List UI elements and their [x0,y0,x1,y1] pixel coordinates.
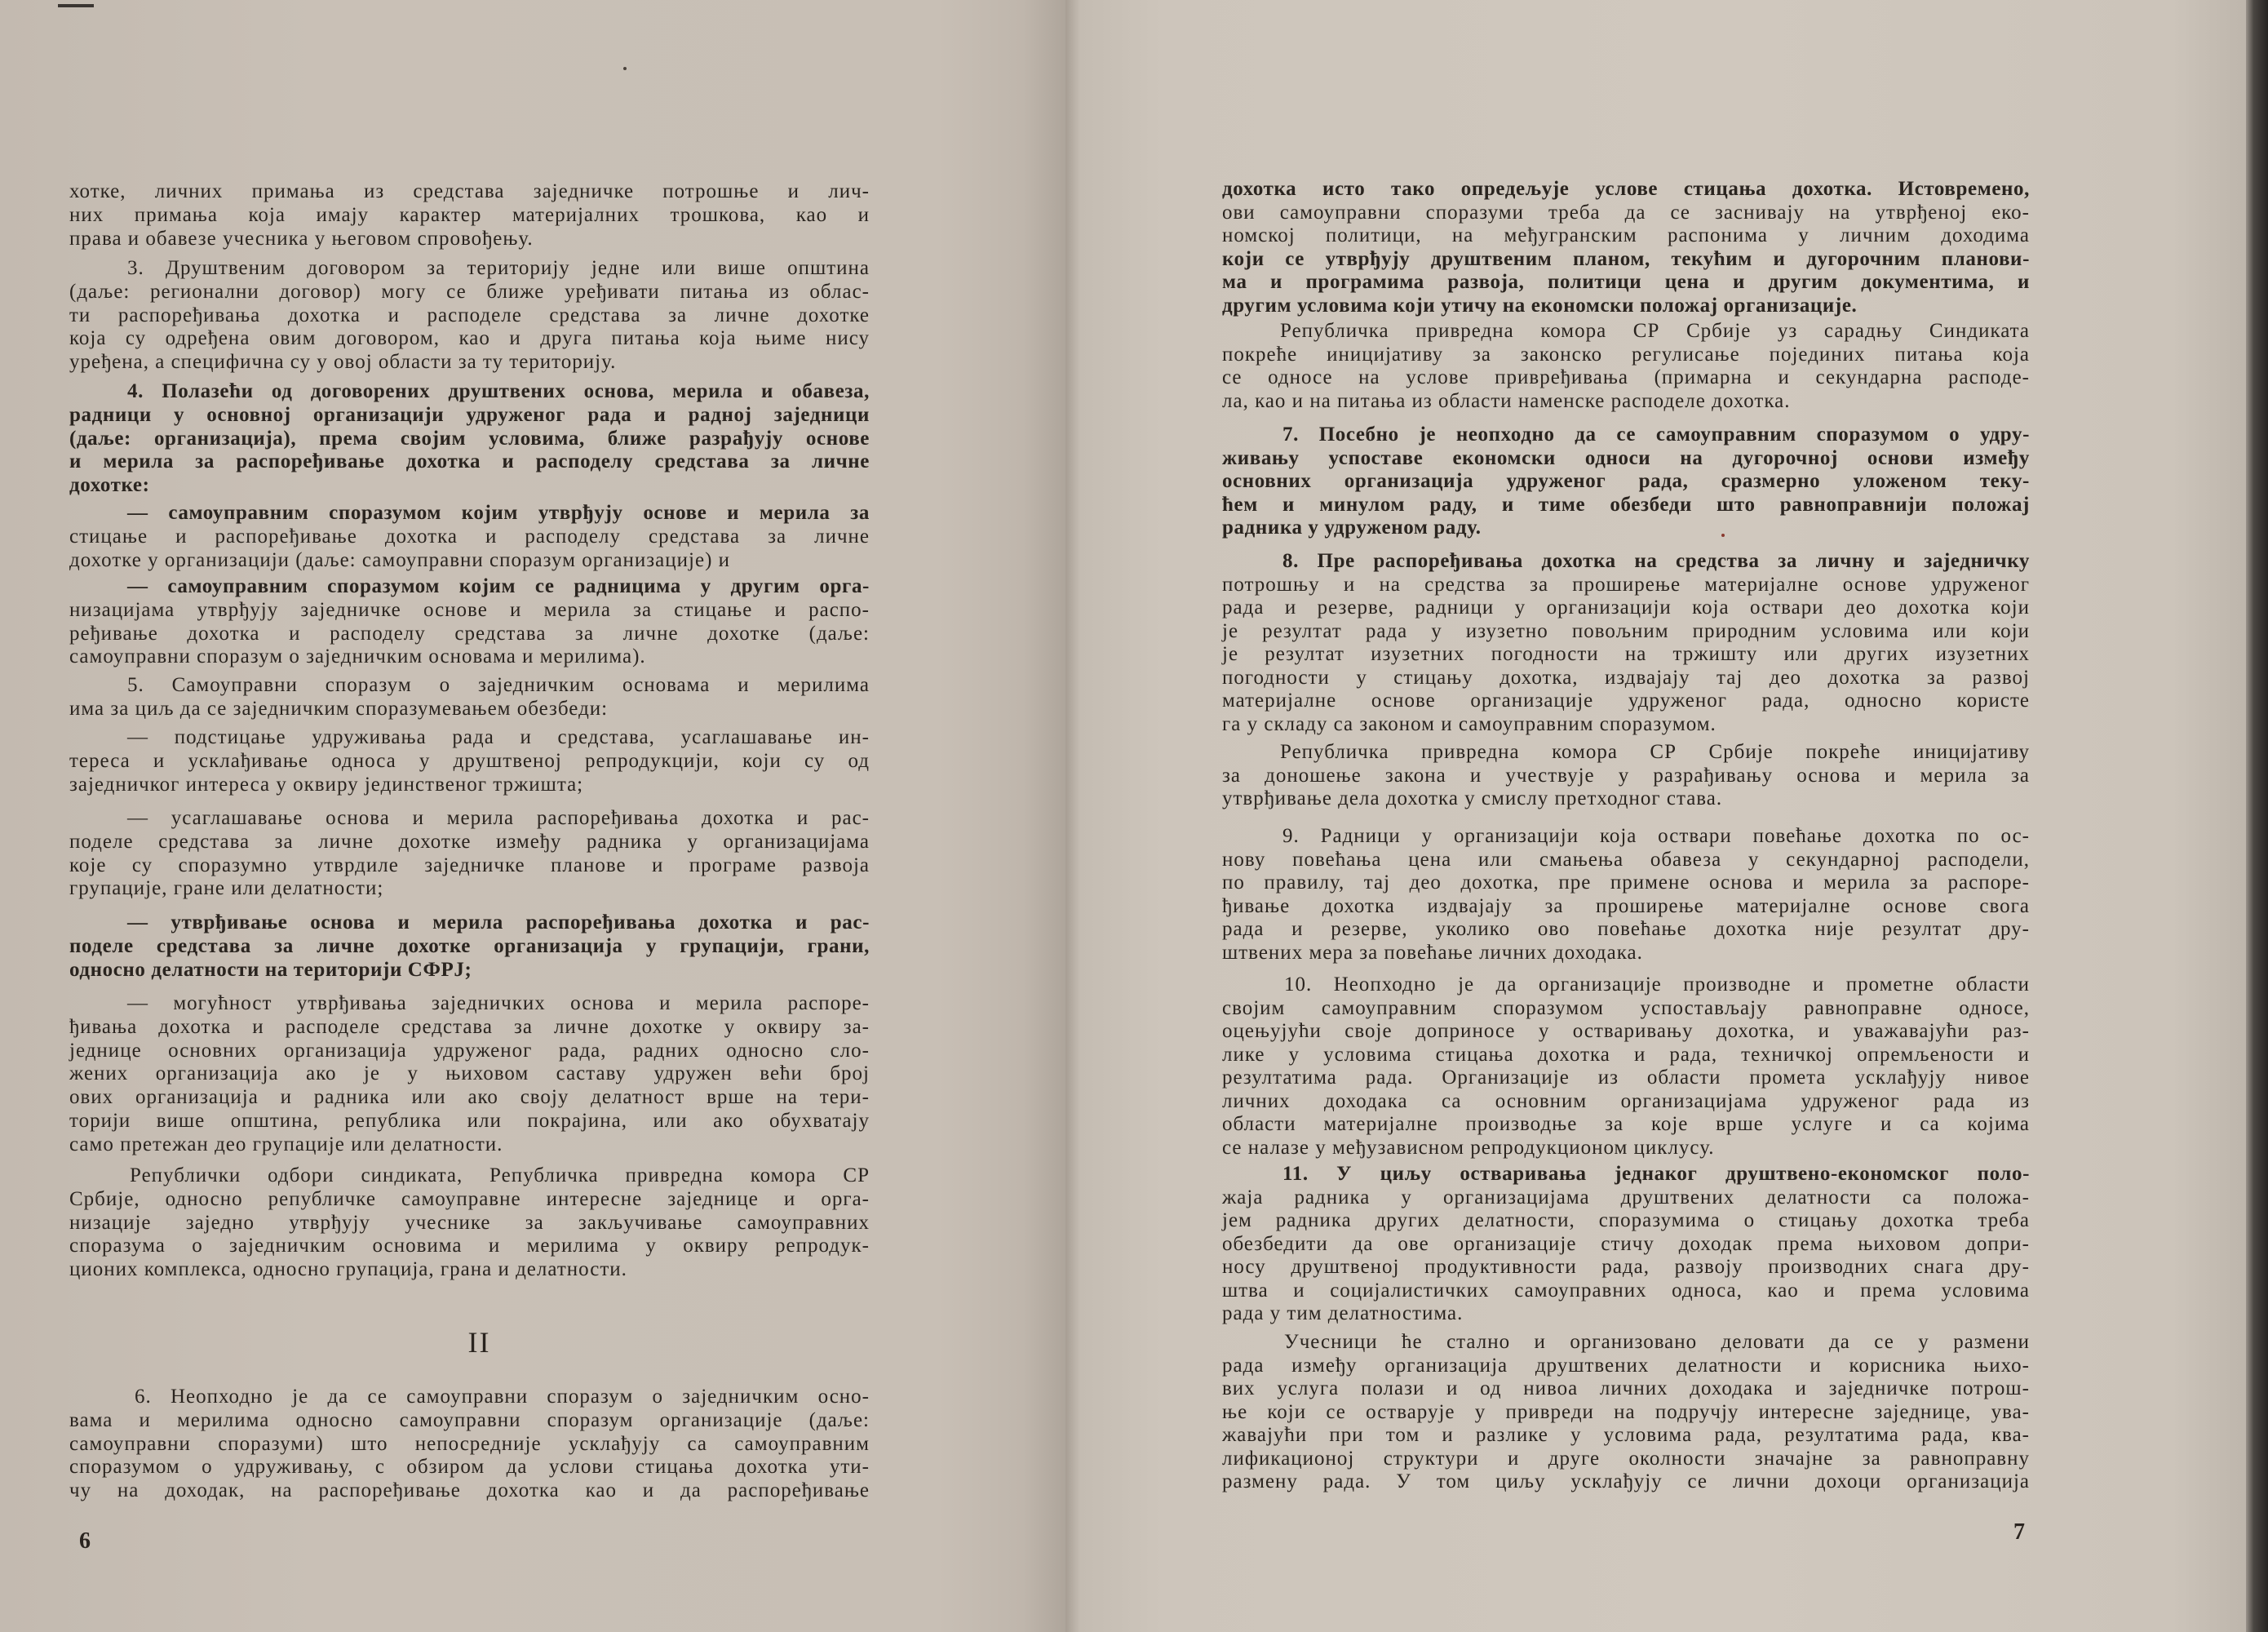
text-line: дохотка исто тако опредељује услове стицања дохотка. Истовремено, [1222,178,2030,200]
text-line: — усаглашавање основа и мерила распоређивања дохотка и рас- [127,807,870,829]
text-line: 5. Самоуправни споразум о заједничким основама и мерилима [127,674,870,696]
text-line: ђивање дохотка издвајају за проширење материјалне основе свога [1222,894,2030,917]
text-line: вих услуга полази и од нивоа личних доходака и заједничке потрош- [1222,1377,2030,1399]
text-line: једнице основних организација удруженог рада, радних односно сло- [69,1039,870,1062]
text-line: живању успоставе економски односи на дугорочној основи између [1222,446,2030,469]
text-line: рада у тим делатностима. [1222,1302,1464,1324]
text-line: потрошњу и на средства за проширење материјалне основе удруженог [1222,573,2030,596]
text-line: који се утврђују друштвеним планом, текућим и дугорочним планови- [1222,247,2030,270]
text-line: се налазе у међузависном репродукционом циклусу. [1222,1136,1715,1159]
text-line: ђивања дохотка и расподеле средстава за личне дохотке у оквиру за- [69,1015,870,1038]
text-line: лификационој структури и друге околности значајне за равноправну [1222,1447,2030,1470]
paragraph [69,674,870,721]
text-line: 3. Друштвеним договором за територију једне или више општина [127,257,870,279]
text-line: погодности у стицању дохотка, издвајају тај део дохотка за развој [1222,666,2030,689]
page-number: 6 [79,1528,91,1554]
text-line: обезбедити да ове организације стичу доходак према њиховом допри- [1222,1232,2030,1255]
text-line: хотке, личних примања из средстава заједничке потрошње и лич- [69,180,870,202]
text-line: Републичка привредна комора СР Србије уз сарадњу Синдиката [1280,320,2030,342]
paragraph [69,575,870,669]
text-line: рада између организација друштвених делатности и корисника њихо- [1222,1354,2030,1377]
text-line: жаја радника у организацијама друштвених делатности са положа- [1222,1186,2030,1208]
text-line: поделе средстава за личне дохотке између радника у организацијама [69,830,870,853]
text-line: низације заједно утврђују учеснике за закључивање самоуправних [69,1211,870,1234]
text-line: својим самоуправним споразумом успостављају равноправне односе, [1222,996,2030,1019]
text-line: ње који се остварује у привреди на подручју интересне заједнице, ува- [1222,1400,2030,1423]
text-line: 10. Неопходно је да организације производне и прометне области [1284,973,2030,996]
text-line: јем радника других делатности, споразумима о стицању дохотка треба [1222,1209,2030,1231]
text-line: размену рада. У том циљу усклађују се лични дохоци организација [1222,1470,2030,1492]
text-line: номској политици, на међугранским распонима у личним доходима [1222,224,2030,246]
text-line: утврђивање дела дохотка у смислу претходног става. [1222,787,1723,809]
text-line: покреће иницијативу за законско регулисање појединих питања која [1222,343,2030,366]
text-line: права и обавезе учесника у његовом спровођењу. [69,227,534,250]
text-line: жавајући при том и разлике у условима рада, резултатима рада, ква- [1222,1424,2030,1446]
text-line: чу на доходак, на распоређивање дохотка као и да распоређивање [69,1479,870,1502]
scan-edge [2246,0,2268,1632]
text-line: области материјалне производње за које врше услуге и са којима [1222,1113,2030,1135]
paragraph [69,502,870,572]
text-line: основних организација удруженог рада, сразмерно уложеном теку- [1222,470,2030,492]
text-line: само претежан део групације или делатности. [69,1133,503,1155]
text-line: ла, као и на питања из области наменске расподеле дохотка. [1222,389,1791,412]
text-line: — могућност утврђивања заједничких основа и мерила распоре- [127,992,870,1014]
text-line: 6. Неопходно је да се самоуправни споразум о заједничким осно- [135,1386,870,1408]
text-line: жених организација ако је у њиховом саставу удружен већи број [69,1062,870,1085]
text-line: Учесници ће стално и организовано деловати да се у размени [1284,1331,2030,1353]
text-line: ти распоређивања дохотка и расподеле средстава за личне дохотке [69,304,870,326]
text-line: има за циљ да се заједничким споразумевањем обезбеди: [69,697,609,720]
text-line: нову повећања цена или смањења обавеза у секундарној расподели, [1222,848,2030,871]
paragraph [69,807,870,901]
text-line: 9. Радници у организацији која оствари повећање дохотка по ос- [1282,825,2030,847]
text-line: ређивање дохотка и расподелу средстава за личне дохотке (даље: [69,622,870,645]
text-line: 8. Пре распоређивања дохотка на средства за личну и заједничку [1282,550,2030,572]
text-line: тереса и усклађивање односа у друштвеној репродукцији, који су од [69,749,870,772]
text-line: уређена, а специфична су у овој области за ту територију. [69,351,617,374]
text-line: споразума о заједничким основима и мерилима у оквиру репродук- [69,1235,870,1257]
text-line: самоуправни споразуми) што непосредније усклађују са самоуправним [69,1432,870,1455]
text-line: га у складу са законом и самоуправним споразумом. [1222,712,1717,735]
text-line: радници у основној организацији удруженог рада и радној заједници [69,403,870,426]
paragraph [1222,973,2030,1160]
paragraph [1222,550,2030,736]
text-line: Републички одбори синдиката, Републичка привредна комора СР [130,1164,870,1186]
text-line: лике у условима стицања дохотка и рада, техничкој опремљености и [1222,1043,2030,1066]
text-line: — подстицање удруживања рада и средстава, усаглашавање ин- [127,726,870,748]
text-line: резултатима рада. Организације из области промета усклађују нивое [1222,1067,2030,1089]
text-line: споразумом о удруживању, с обзиром да услови стицања дохотка ути- [69,1456,870,1479]
text-line: низацијама утврђују заједничке основе и мерила за стицање и распо- [69,598,870,621]
text-line: ови самоуправни споразуми треба да се заснивају на утврђеној еко- [1222,201,2030,224]
paragraph [1222,741,2030,811]
right-page-text [1065,0,2268,1632]
paragraph [69,726,870,796]
text-line: за доношење закона и учествује у разрађивању основа и мерила за [1222,764,2030,787]
paragraph [69,992,870,1157]
text-line: штва и социјалистичких самоуправних односа, као и према условима [1222,1279,2030,1302]
paragraph [69,1386,870,1503]
text-line: дохотке у организацији (даље: самоуправни споразум организације) и [69,548,731,571]
text-line: самоуправни споразум о заједничким основама и мерилима). [69,645,646,668]
text-line: 4. Полазећи од договорених друштвених основа, мерила и обавеза, [127,380,870,402]
text-line: Србије, односно републичке самоуправне интересне заједнице и орга- [69,1187,870,1210]
text-line: ћем и минулом раду, и тиме обезбеди што равноправнији положај [1222,493,2030,516]
text-line: дохотке: [69,474,150,497]
text-line: које су споразумно утврдиле заједничке планове и програме развоја [69,854,870,876]
page-number: 7 [2013,1519,2025,1545]
text-line: стицање и распоређивање дохотка и расподелу средстава за личне [69,525,870,548]
text-line: 7. Посебно је неопходно да се самоуправним споразумом о удру- [1282,424,2030,446]
text-line: личних доходака са основним организацијама удруженог рада из [1222,1089,2030,1112]
text-line: рада и резерве, уколико ово повећање дохотка није резултат дру- [1222,918,2030,940]
paragraph [69,1164,870,1282]
text-line: — утврђивање основа и мерила распоређивања дохотка и рас- [127,911,870,934]
paragraph [1222,424,2030,540]
paragraph [69,380,870,498]
section-heading: II [467,1326,491,1359]
text-line: Републичка привредна комора СР Србије покреће иницијативу [1280,741,2030,763]
text-line: торији више општина, република или покрајина, или ако обухватају [69,1109,870,1132]
text-line: рада и резерве, радници у организацији која оствари део дохотка који [1222,596,2030,619]
text-line: ционих комплекса, односно групација, грана и делатности. [69,1258,627,1281]
text-line: се односе на услове привређивања (примарна и секундарна расподе- [1222,366,2030,388]
text-line: 11. У циљу остваривања једнаког друштвено-економског поло- [1282,1163,2030,1185]
text-line: штвених мера за повећање личних доходака. [1222,941,1643,964]
text-line: оцењујући своје доприносе у остваривању дохотка, и уважавајући раз- [1222,1020,2030,1042]
text-line: (даље: организација), према својим условима, ближе разрађују основе [69,427,870,450]
paragraph [1222,178,2030,317]
text-line: односно делатности на територији СФРЈ; [69,958,472,981]
text-line: поделе средстава за личне дохотке организација у групацији, грани, [69,934,870,957]
text-line: по правилу, тај део дохотка, пре примене основа и мерила за распоре- [1222,871,2030,894]
text-line: и мерила за распоређивање дохотка и расподелу средстава за личне [69,450,870,473]
text-line: ма и програмима развоја, политици цена и другим документима, и [1222,271,2030,293]
text-line: групације, гране или делатности; [69,877,384,900]
text-line: вама и мерилима односно самоуправни споразум организације (даље: [69,1408,870,1431]
paragraph [69,257,870,375]
text-line: другим условима који утичу на економски положај организације. [1222,294,1858,317]
text-line: носу друштвеној продуктивности рада, развоју производних снага дру- [1222,1256,2030,1278]
text-line: је резултат изузетних погодности на тржишту или других изузетних [1222,643,2030,665]
paragraph [69,180,870,251]
text-line: заједничког интереса у оквиру јединственог тржишта; [69,773,584,796]
paragraph [1222,1331,2030,1494]
left-page-text [0,0,1065,1632]
paragraph [1222,320,2030,413]
paragraph [69,911,870,982]
text-line: них примања која имају карактер материјалних трошкова, као и [69,203,870,226]
text-line: је резултат рада у изузетно повољним природним условима или који [1222,619,2030,642]
text-line: која су одређена овим договором, као и друга питања која њиме нису [69,327,870,350]
text-line: — самоуправним споразумом којим се радницима у другим орга- [127,575,870,597]
text-line: материјалне основе организације удруженог рада, односно користе [1222,690,2030,712]
right-page [1065,0,2268,1632]
paragraph [1222,1163,2030,1326]
text-line: (даље: регионални договор) могу се ближе уређивати питања из облас- [69,280,870,303]
text-line: ових организација и радника или ако своју делатност врше на тери- [69,1086,870,1109]
text-line: — самоуправним споразумом којим утврђују основе и мерила за [127,502,870,524]
paragraph [1222,825,2030,965]
left-page [0,0,1065,1632]
text-line: радника у удруженом раду. [1222,517,1482,539]
